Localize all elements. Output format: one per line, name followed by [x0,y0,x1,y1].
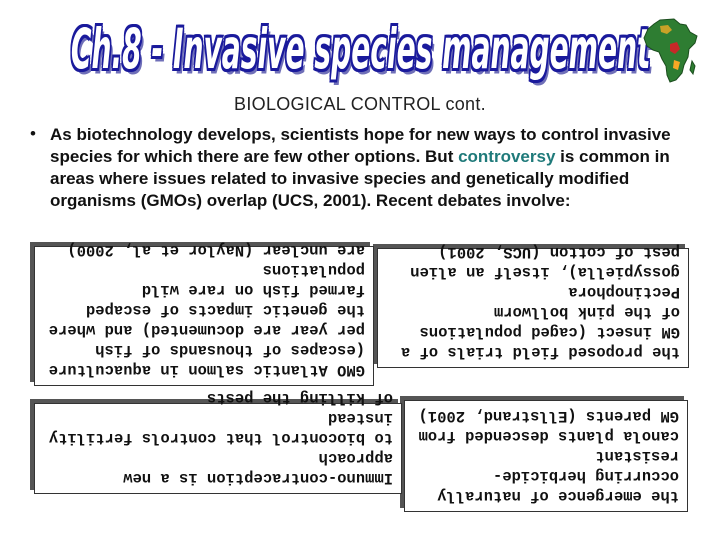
debate-box-immunocontraception: Immuno-contraception is a new approach to biocontrol that controls fertility instead of killing the pests [34,403,402,494]
africa-map-icon [640,16,702,86]
debate-box-gmo-salmon: GMO Atlantic salmon in aquaculture (escapes of thousands of fish per year are documented) and where the genetic impacts of escaped farmed fish on rare wild populations are unclear (Naylor et al, 2000) [34,246,374,386]
bullet-marker: • [30,124,36,143]
debate-box-canola: the emergence of naturally occurring herbicide-resistant canola plants descended from GM parents (Ellstrand, 2001) [404,400,688,512]
debate-box-gm-insect: the proposed field trials of a GM insect (caged populations of the pink bollworm Pectinophora gossypiella), itself an alien pest of cotton (UCS, 2001) [377,248,689,368]
controversy-highlight: controversy [458,147,556,166]
intro-text-end: is common in areas where issues related to invasive species and genetically modified organisms (GMOs) overlap (UCS, 2001). Recent debates involve: [50,147,670,210]
page-title: Ch.8 - Invasive species management [71,17,651,81]
intro-text-start: As biotechnology develops, scientists hope for new ways to control invasive species for which there are few other options. But [50,125,671,166]
title-banner [71,17,651,81]
intro-paragraph [50,124,690,212]
section-subtitle: BIOLOGICAL CONTROL cont. [234,94,486,114]
